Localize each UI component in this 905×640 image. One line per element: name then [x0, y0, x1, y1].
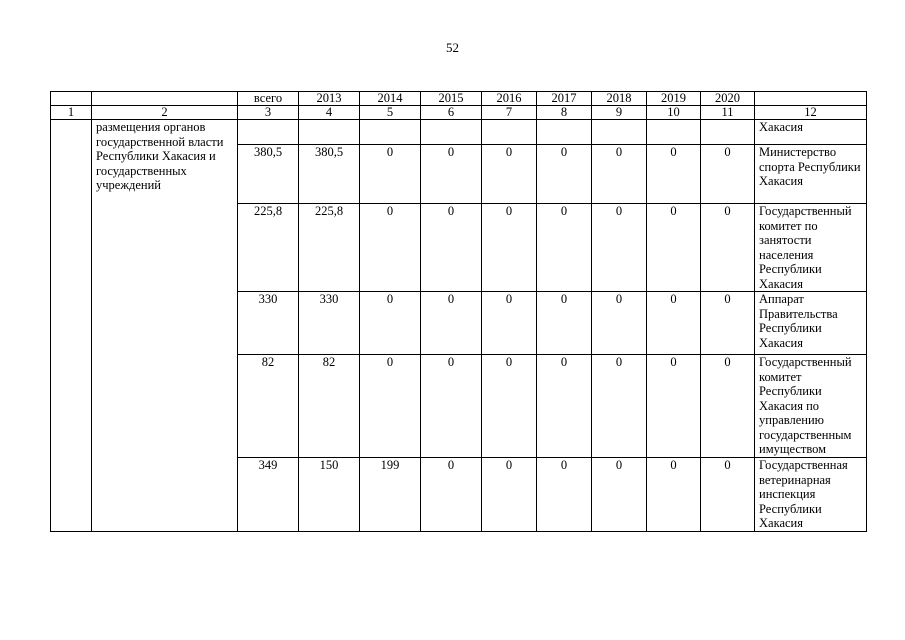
- empty-cell: [238, 120, 299, 145]
- value-cell: 0: [537, 145, 592, 204]
- value-cell: 0: [482, 204, 537, 292]
- value-cell: 199: [360, 458, 421, 532]
- value-cell: 0: [647, 145, 701, 204]
- header-cell-year: 2013: [299, 92, 360, 106]
- empty-cell: [421, 120, 482, 145]
- value-cell: 82: [299, 355, 360, 458]
- empty-cell: [537, 120, 592, 145]
- header-cell-year: 2015: [421, 92, 482, 106]
- index-cell: 7: [482, 106, 537, 120]
- value-cell: 0: [701, 292, 755, 355]
- value-cell: 330: [238, 292, 299, 355]
- index-cell: 8: [537, 106, 592, 120]
- value-cell: 0: [647, 204, 701, 292]
- header-cell-year: 2018: [592, 92, 647, 106]
- value-cell: 0: [647, 355, 701, 458]
- value-cell: 225,8: [238, 204, 299, 292]
- index-cell: 2: [92, 106, 238, 120]
- value-cell: 225,8: [299, 204, 360, 292]
- value-cell: 330: [299, 292, 360, 355]
- table-row: [51, 120, 867, 145]
- header-cell-year: 2017: [537, 92, 592, 106]
- measure-description: размещения органов государственной власти Республики Хакасия и государственных учреждений: [92, 120, 238, 532]
- column-index-row: [51, 106, 867, 120]
- empty-cell: [360, 120, 421, 145]
- agency-cell: Министерство спорта Республики Хакасия: [755, 145, 867, 204]
- agency-cell: Государственный комитет Республики Хакасия по управлению государственным имуществом: [755, 355, 867, 458]
- index-cell: 5: [360, 106, 421, 120]
- empty-index-cell: [51, 120, 92, 532]
- header-cell-total: всего: [238, 92, 299, 106]
- value-cell: 0: [592, 458, 647, 532]
- agency-cell: Аппарат Правительства Республики Хакасия: [755, 292, 867, 355]
- agency-cell: Хакасия: [755, 120, 867, 145]
- value-cell: 0: [537, 292, 592, 355]
- value-cell: 0: [482, 458, 537, 532]
- empty-cell: [299, 120, 360, 145]
- empty-cell: [482, 120, 537, 145]
- value-cell: 0: [482, 145, 537, 204]
- budget-table: [50, 91, 867, 532]
- index-cell: 4: [299, 106, 360, 120]
- index-cell: 3: [238, 106, 299, 120]
- value-cell: 0: [592, 292, 647, 355]
- index-cell: 6: [421, 106, 482, 120]
- value-cell: 0: [482, 292, 537, 355]
- value-cell: 0: [421, 458, 482, 532]
- agency-cell: Государственная ветеринарная инспекция Республики Хакасия: [755, 458, 867, 532]
- page-number: 52: [446, 40, 459, 55]
- header-cell: [755, 92, 867, 106]
- value-cell: 0: [647, 458, 701, 532]
- value-cell: 0: [482, 355, 537, 458]
- index-cell: 11: [701, 106, 755, 120]
- header-cell-year: 2014: [360, 92, 421, 106]
- value-cell: 0: [701, 204, 755, 292]
- header-cell-year: 2020: [701, 92, 755, 106]
- value-cell: 0: [360, 355, 421, 458]
- value-cell: 0: [701, 145, 755, 204]
- value-cell: 0: [421, 145, 482, 204]
- value-cell: 349: [238, 458, 299, 532]
- header-cell: [92, 92, 238, 106]
- value-cell: 0: [701, 458, 755, 532]
- value-cell: 0: [421, 355, 482, 458]
- value-cell: 0: [360, 292, 421, 355]
- value-cell: 0: [537, 355, 592, 458]
- value-cell: 0: [537, 204, 592, 292]
- value-cell: 0: [421, 292, 482, 355]
- value-cell: 0: [360, 204, 421, 292]
- header-cell-year: 2016: [482, 92, 537, 106]
- index-cell: 1: [51, 106, 92, 120]
- value-cell: 0: [592, 204, 647, 292]
- value-cell: 0: [592, 355, 647, 458]
- value-cell: 82: [238, 355, 299, 458]
- header-cell: [51, 92, 92, 106]
- value-cell: 0: [701, 355, 755, 458]
- index-cell: 12: [755, 106, 867, 120]
- empty-cell: [701, 120, 755, 145]
- empty-cell: [647, 120, 701, 145]
- index-cell: 9: [592, 106, 647, 120]
- value-cell: 380,5: [299, 145, 360, 204]
- value-cell: 150: [299, 458, 360, 532]
- header-cell-year: 2019: [647, 92, 701, 106]
- value-cell: 380,5: [238, 145, 299, 204]
- agency-cell: Государственный комитет по занятости населения Республики Хакасия: [755, 204, 867, 292]
- value-cell: 0: [537, 458, 592, 532]
- value-cell: 0: [421, 204, 482, 292]
- value-cell: 0: [647, 292, 701, 355]
- year-header-row: [51, 92, 867, 106]
- index-cell: 10: [647, 106, 701, 120]
- empty-cell: [592, 120, 647, 145]
- value-cell: 0: [592, 145, 647, 204]
- value-cell: 0: [360, 145, 421, 204]
